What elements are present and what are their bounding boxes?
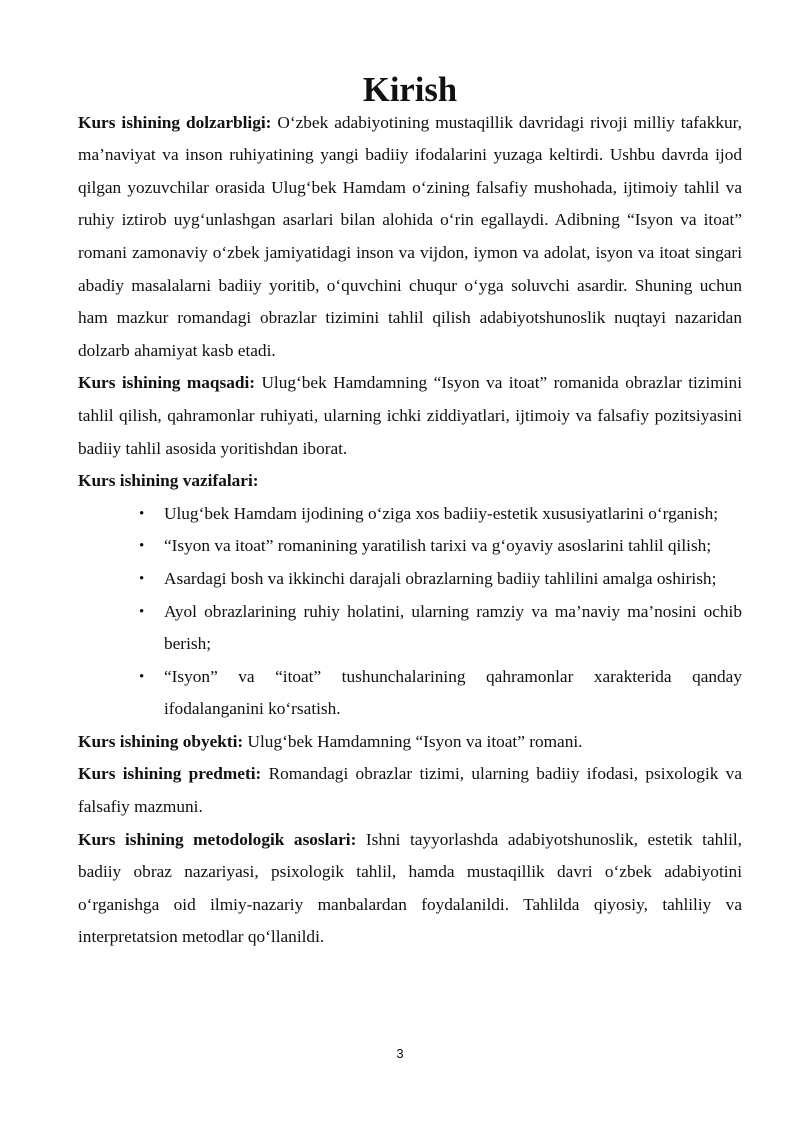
bullet-icon: • xyxy=(139,668,145,685)
tasks-list xyxy=(78,498,742,726)
list-item xyxy=(139,530,742,563)
bullet-icon: • xyxy=(139,538,145,555)
object-label: Kurs ishining obyekti: xyxy=(78,731,244,751)
subject-text: Romandagi obrazlar tizimi, ularning badiiy ifodasi, psixologik va falsafiy mazmuni. xyxy=(78,764,742,817)
object-paragraph xyxy=(78,726,742,759)
task-text: “Isyon” va “itoat” tushunchalarining qahramonlar xarakterida qanday ifodalanganini ko‘rsatish. xyxy=(164,666,742,719)
bullet-icon: • xyxy=(139,505,145,522)
methodology-label: Kurs ishining metodologik asoslari: xyxy=(78,829,357,849)
bullet-icon: • xyxy=(139,570,145,587)
subject-label: Kurs ishining predmeti: xyxy=(78,764,262,784)
purpose-paragraph xyxy=(78,367,742,465)
section-heading: Kirish xyxy=(362,71,458,109)
subject-paragraph xyxy=(78,758,742,823)
bullet-icon: • xyxy=(139,603,145,620)
task-text: Asardagi bosh va ikkinchi darajali obrazlarning badiiy tahlilini amalga oshirish; xyxy=(164,568,717,588)
relevance-paragraph xyxy=(78,107,742,368)
page-number: 3 xyxy=(396,1046,404,1061)
list-item xyxy=(139,563,742,596)
document-page xyxy=(78,71,742,954)
methodology-text: Ishni tayyorlashda adabiyotshunoslik, estetik tahlil, badiiy obraz nazariyasi, psixologik tahlil, hamda mustaqillik davri o‘zbek adabiyotini o‘rganishga oid ilmiy-nazariy manbalardan foydalanildi. Tahlilda qiyosiy, tahliliy va interpretatsion metodlar qo‘llanildi. xyxy=(78,829,742,947)
list-item xyxy=(139,596,742,661)
object-text: Ulug‘bek Hamdamning “Isyon va itoat” romani. xyxy=(247,731,583,751)
task-text: Ulug‘bek Hamdam ijodining o‘ziga xos badiiy-estetik xususiyatlarini o‘rganish; xyxy=(164,503,719,523)
relevance-label: Kurs ishining dolzarbligi: xyxy=(78,112,272,132)
methodology-paragraph xyxy=(78,824,742,954)
task-text: “Isyon va itoat” romanining yaratilish tarixi va g‘oyaviy asoslarini tahlil qilish; xyxy=(164,536,712,556)
purpose-text: Ulug‘bek Hamdamning “Isyon va itoat” romanida obrazlar tizimini tahlil qilish, qahramonlar ruhiyati, ularning ichki ziddiyatlari, ijtimoiy va falsafiy pozitsiyasini badiiy tahlil asosida yoritishdan iborat. xyxy=(78,373,742,458)
purpose-label: Kurs ishining maqsadi: xyxy=(78,373,256,393)
task-text: Ayol obrazlarining ruhiy holatini, ularning ramziy va ma’naviy ma’nosini ochib berish; xyxy=(164,601,742,654)
tasks-label: Kurs ishining vazifalari: xyxy=(78,471,259,491)
list-item xyxy=(139,661,742,726)
tasks-heading-paragraph xyxy=(78,465,742,498)
list-item xyxy=(139,498,742,531)
relevance-text: O‘zbek adabiyotining mustaqillik davridagi rivoji milliy tafakkur, ma’naviyat va inson ruhiyatining yangi badiiy ifodalarini yuzaga keltirdi. Ushbu davrda ijod qilgan yozuvchilar orasida Ulug‘bek Hamdam o‘zining falsafiy mushohada, ijtimoiy tahlil va ruhiy iztirob uyg‘unlashgan asarlari bilan alohida o‘rin egallaydi. Adibning “Isyon va itoat” romani zamonaviy o‘zbek jamiyatidagi inson va vijdon, iymon va adolat, isyon va itoat singari abadiy masalalarni badiiy yoritib, o‘quvchini chuqur o‘yga soluvchi asardir. Shuning uchun ham mazkur romandagi obrazlar tizimini tahlil qilish adabiyotshunoslik nuqtayi nazaridan dolzarb ahamiyat kasb etadi. xyxy=(78,112,742,360)
